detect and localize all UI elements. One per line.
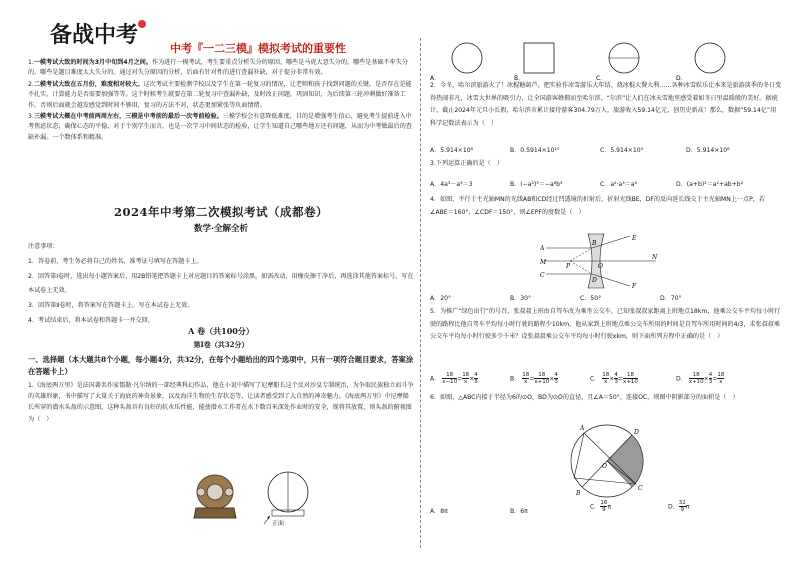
- label-f: F: [632, 283, 637, 290]
- question-6: 6．如图，△ABC内接于半径为6的⊙O，BD为⊙O的直径，且∠A＝50°，连接OC，则图中阴影部分的面积是（ ）: [430, 394, 739, 401]
- exam-title: 2024年中考第二次模拟考试（成都卷）: [113, 205, 328, 219]
- shape-circle: [452, 43, 482, 73]
- label-d: D: [592, 277, 597, 284]
- option-label: A．: [430, 75, 441, 80]
- q6-option-a: A．8π: [430, 508, 448, 515]
- q6-option-d: D． $\frac{32}{9}$ π: [668, 500, 690, 513]
- helmet-diagram: [258, 470, 318, 526]
- q2-option-a: A．5.914×10⁸: [430, 147, 474, 154]
- q3-option-d: D．(a+b)²＝a²+ab+b²: [676, 181, 744, 188]
- attention-block: [28, 240, 414, 329]
- part-a-subtitle: 第Ⅰ卷（共32分）: [193, 340, 249, 349]
- svg-text:备战中考: 备战中考: [50, 22, 139, 48]
- part-a-title: A 卷（共100分）: [188, 326, 254, 336]
- label-m: M: [540, 259, 547, 266]
- q4-option-c: C．50°: [580, 295, 602, 302]
- label-o: O: [598, 263, 603, 270]
- option-label: C．: [596, 75, 607, 80]
- question-5: 5．为推广“绿色出行”的号召，张叔叔上班由自驾车改为乘坐公交车，已知张叔叔家距离上班地点18km，他乘公交车平均每小时行驶的路程比他自驾车平均每小时行驶的路程少10km，他从家到上班地点乘公交车所用的时间是自驾车所用时间的4/3，求张叔叔乘公交车平均每小时行驶多少千米？设张叔叔乘公交车平均每小时行驶xkm，则下面所列方程中正确的是（ ）: [430, 308, 781, 341]
- question-1: 1.《海底两万里》是法国著名作家儒勒·凡尔纳的一部经典科幻作品，他在小说中描写了尼摩船长这个反对沙皇专制统治，为争取民族独立而斗争的英雄形象，书中描写了大量关于海底的神奇景象，以及海洋生物的生存状态等，让读者感受到了大自然的神奇魅力。《海底两万里》中尼摩船长所穿的潜水头盔的示意图，这种头盔具有良好的抗水压性能，能使潜水工作者在水下数百米深处作业时的安全，现将其放置，则头盔的俯视图为（ ）: [28, 382, 414, 423]
- q4-option-b: B．30°: [510, 295, 532, 302]
- label-n: N: [652, 254, 658, 261]
- attention-heading: 注意事项：: [28, 243, 59, 250]
- q4-option-d: D．70°: [660, 295, 682, 302]
- notice-item: 1.一模考试大致的时间为3月中旬到4月之间。作为进行一模考试，考生要重点分析失分的原因，哪些是马虎大意失分的，哪些是基础不牢失分的，哪些是题目难度太大失分的。通过对失分原因的分析，后面有针对性的进行查漏补缺，对于提分非常有效。: [28, 59, 408, 77]
- question-3: 3.下列运算正确的是（ ）: [430, 160, 503, 167]
- q5-option-a: A． $\frac{18}{x-10}$ = $\frac{18}{x}$ × $\frac{4}{3}$: [430, 372, 478, 385]
- label-a: A: [540, 245, 545, 252]
- q3-option-b: B．(−a²)³＝−a⁶b³: [510, 181, 563, 188]
- q2-option-d: D．5.914×10⁸: [686, 147, 730, 154]
- question-4: 4．如图，平行于主光轴MN的光线AB和CD经过凹透镜的折射后，折射光线BE，DF的反向延长线交于主光轴MN上一点P，若∠ABE＝160°，∠CDF＝150°，则∠EPF的度数是（ ）: [430, 196, 765, 216]
- column-divider: [420, 38, 421, 548]
- q5-option-d: D． $\frac{18}{x+10}$ × $\frac{4}{3}$ = $\frac{18}{x}$: [676, 372, 725, 385]
- question-2: 2．今冬，哈尔滨旅游火了！冰棍糖葫芦、把实验作冰雪游乐大年结、烧冰棍大餐大利……各种冰雪娱乐让本来是旅游淡季的冬日变得热闹非凡，冰雪大世界的吸引力，让全国游客蜂拥而至哈尔滨。“尔滨”让人们在冰天雪地里感受着如冬日里温暖般的美好。据统计，截止2024年元旦小长假，哈尔滨市累计接待游客304.79万人，旅游收入59.14亿元，创历史新高！那么，数据“59.14亿”用科学记数法表示为（ ）: [430, 82, 782, 127]
- q6-option-c: C． $\frac{16}{9}$ π: [590, 500, 612, 513]
- brand-logo: [48, 16, 158, 52]
- label-c: C: [638, 485, 643, 492]
- shape-square: [524, 43, 554, 73]
- label-d: D: [634, 429, 639, 436]
- label-b: B: [592, 240, 597, 247]
- label-p: P: [566, 263, 571, 270]
- option-label: B．: [514, 75, 525, 80]
- attention-item: 3．回答第Ⅱ卷时，将答案写在答题卡上。写在本试卷上无效。: [28, 302, 194, 310]
- q3-option-c: C．a²·a³＝a⁶: [600, 181, 637, 188]
- option-label: D．: [676, 75, 687, 80]
- q5-option-c: C． $\frac{18}{x}$ × $\frac{4}{3}$ = $\frac{18}{x+10}$: [590, 372, 638, 385]
- q3-option-a: A．4a³－a³＝3: [430, 181, 473, 188]
- label-e: E: [632, 235, 637, 242]
- q1-option-shapes: [430, 40, 782, 80]
- exam-subtitle: 数学·全解全析: [194, 224, 248, 234]
- notice-item: 3.三模考试大概在中考前两周左右，三模是中考前的最后一次考前检验。三模学校会有意降低难度，目的是增强考生信心，避免考生提前进入中考焦虑状态，确保心态的平稳，对于个别学生而言，也是一次学习中间状态的检验，让学生知道自己哪些地方还有问题，从而为中考做最后的查缺补漏。一个数体系和精准。: [28, 113, 412, 141]
- front-view-label: 正面: [272, 520, 285, 526]
- q5-option-b: B． $\frac{18}{x}$ = $\frac{18}{x+10}$ × $\frac{4}{3}$: [510, 372, 558, 385]
- attention-item: 1．答卷前，考生务必将自己的姓名、准考证号填写在答题卡上。: [28, 257, 203, 265]
- notice-block: [28, 58, 414, 144]
- attention-item: 4．考试结束后，将本试卷和答题卡一并交回。: [28, 316, 154, 324]
- section-heading: 一、选择题（本大题共8个小题，每小题4分，共32分，在每个小题给出的四个选项中，只有一项符合题目要求，答案涂在答题卡上）: [28, 355, 414, 376]
- label-c: C: [540, 272, 545, 279]
- shape-circle-plain: [695, 43, 725, 73]
- q6-option-b: B．6π: [510, 508, 528, 515]
- label-o: O: [602, 463, 607, 470]
- lens-diagram: [540, 232, 660, 290]
- label-b: B: [576, 490, 581, 497]
- notice-item: 2.二模考试大致在五月份，难度相对较大。这次考试主要检测学校以及学生在第一轮复习的情况，让老师和孩子找到问题的关键，是否存在是能不扎实，计算能力是否需要加强等等。这个时候考生就要在第二轮复习中查漏补缺，及时改正问题，巩固知识，为后续第三轮冲刺做好准备工作，否则后面就会越发感觉到时间不够用，复习的方法不对，状态更加紧张等负面情绪。: [28, 80, 412, 109]
- diving-helmet-image: [190, 470, 240, 520]
- circle-diagram: [566, 420, 648, 502]
- q4-option-a: A．20°: [430, 295, 452, 302]
- attention-item: 2．回答第Ⅰ卷时，选出每小题答案后，用2B铅笔把答题卡上对应题目的答案标号涂黑。如需改动，用橡皮擦干净后，再选涂其他答案标号。写在本试卷上无效。: [28, 272, 414, 295]
- notice-title: 中考『一二三模』模拟考试的重要性: [170, 42, 346, 55]
- label-a: A: [580, 425, 585, 432]
- q2-option-c: C．5.914×10⁹: [600, 147, 644, 154]
- q2-option-b: B．0.5914×10¹⁰: [510, 147, 560, 154]
